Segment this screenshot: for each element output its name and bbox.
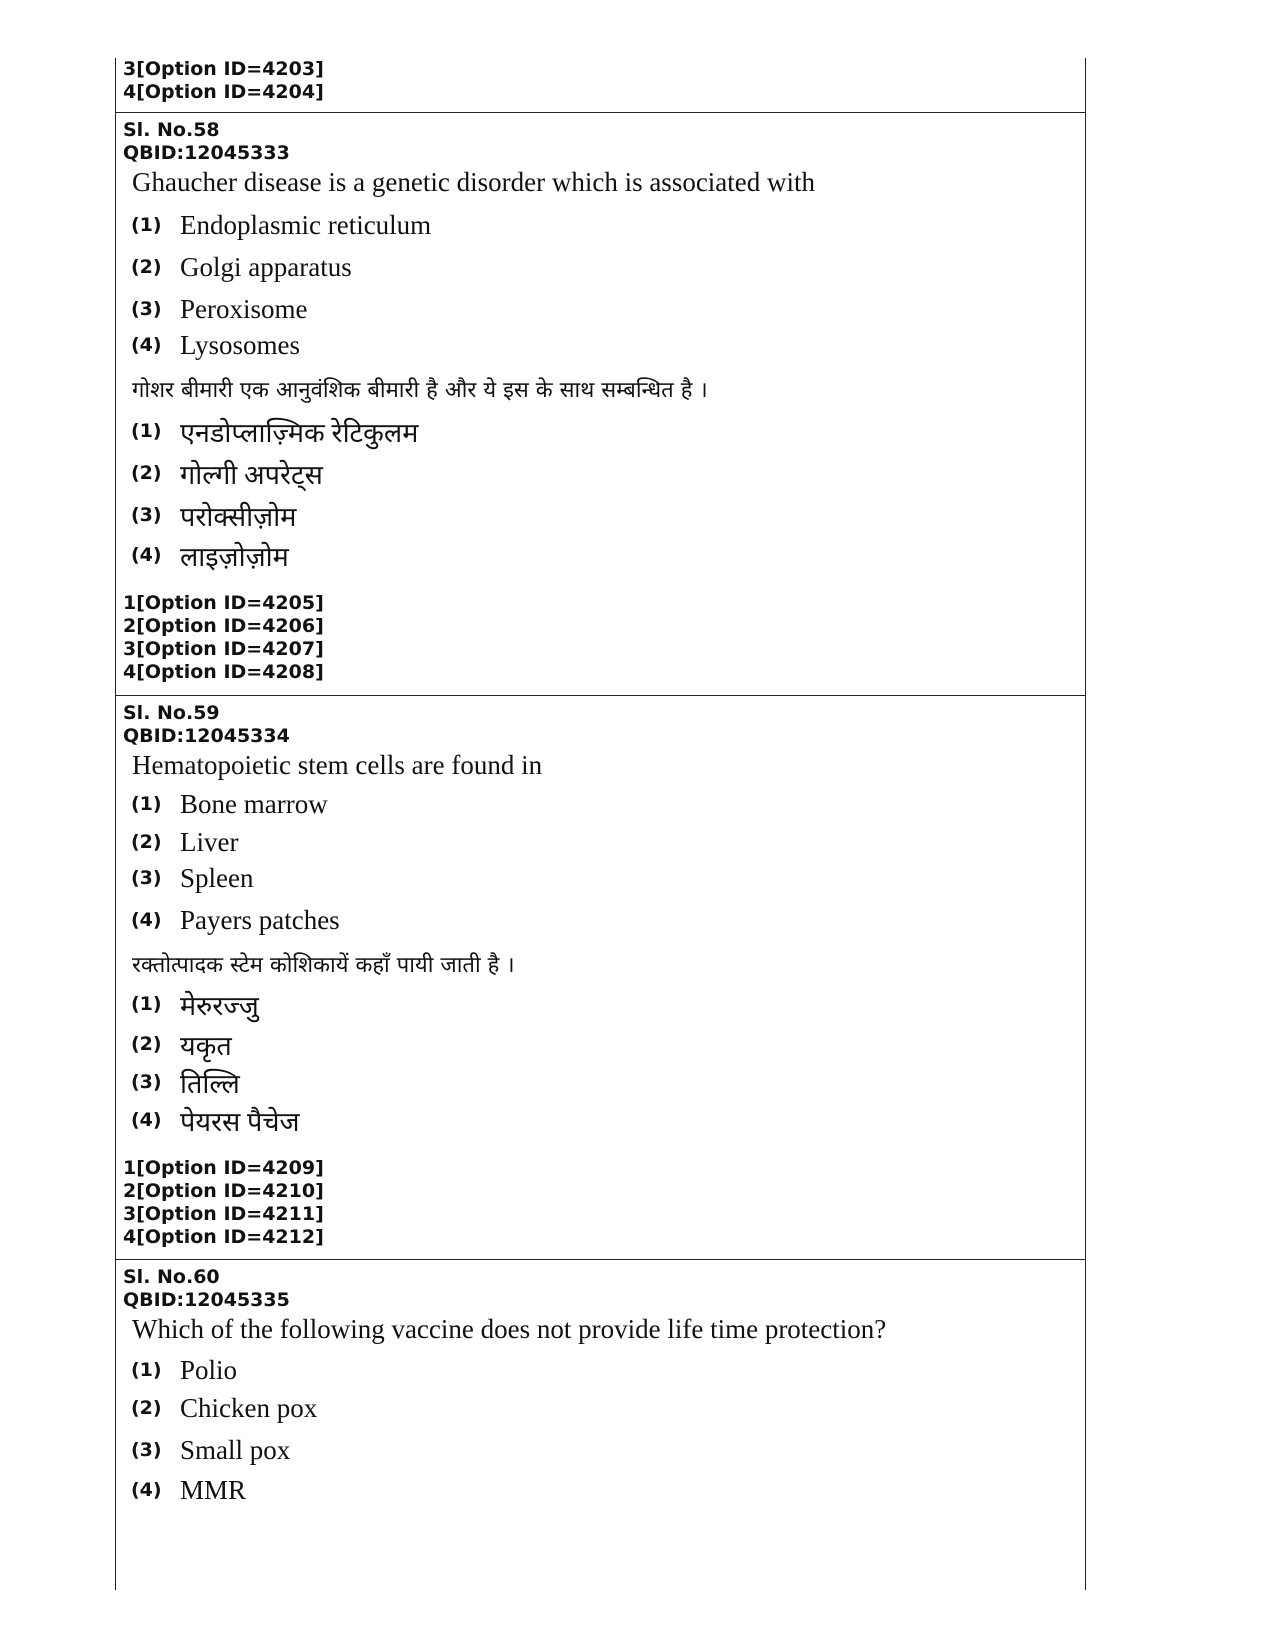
option-english (131, 825, 1085, 859)
option-number: (2) (131, 831, 162, 853)
option-text: Golgi apparatus (180, 251, 352, 282)
option-number: (3) (131, 1071, 162, 1093)
option-text: Peroxisome (180, 293, 308, 324)
question-sheet (115, 58, 1086, 1590)
question-text-english: Ghaucher disease is a genetic disorder which is associated with (132, 167, 816, 197)
option-hindi (131, 538, 1085, 572)
question-text-english: Hematopoietic stem cells are found in (132, 750, 543, 780)
option-english (131, 292, 1085, 326)
option-number: (2) (131, 1397, 162, 1419)
option-text: Liver (180, 826, 239, 857)
option-number: (4) (131, 1479, 162, 1501)
option-english (131, 787, 1085, 821)
option-number: (3) (131, 298, 162, 320)
qbid: QBID:12045335 (123, 1289, 290, 1311)
option-english (131, 861, 1085, 895)
option-text: परोक्सीज़ोम (180, 501, 297, 532)
option-hindi (131, 1065, 1085, 1099)
serial-number: Sl. No.60 (123, 1266, 220, 1288)
question-60 (116, 1259, 1085, 1590)
option-id-line: 1[Option ID=4209] (123, 1157, 324, 1179)
option-text: Endoplasmic reticulum (180, 209, 432, 240)
option-id-line: 2[Option ID=4210] (123, 1180, 324, 1202)
option-number: (3) (131, 504, 162, 526)
option-text: Bone marrow (180, 788, 328, 819)
option-text: Spleen (180, 862, 254, 893)
option-id-line: 3[Option ID=4207] (123, 638, 324, 660)
option-number: (4) (131, 909, 162, 931)
option-text: तिल्लि (180, 1068, 240, 1099)
option-id-line: 3[Option ID=4203] (123, 58, 324, 80)
option-number: (1) (131, 793, 162, 815)
option-text: Small pox (180, 1434, 291, 1465)
option-english (131, 1433, 1085, 1467)
option-english (131, 1353, 1085, 1387)
option-english (131, 328, 1085, 362)
option-english (131, 1473, 1085, 1507)
option-hindi (131, 498, 1085, 532)
option-id-list (116, 1157, 1085, 1249)
option-hindi (131, 1103, 1085, 1137)
option-english (131, 903, 1085, 937)
option-text: Polio (180, 1354, 238, 1385)
option-number: (1) (131, 420, 162, 442)
option-id-list (116, 592, 1085, 684)
option-id-line: 1[Option ID=4205] (123, 592, 324, 614)
option-text: लाइज़ोज़ोम (180, 541, 289, 572)
option-number: (3) (131, 867, 162, 889)
option-text: एनडोप्लाज़्मिक रेटिकुलम (180, 417, 419, 448)
question-text-hindi: रक्तोत्पादक स्टेम कोशिकायें कहाँ पायी जाती है । (132, 953, 515, 978)
option-number: (1) (131, 993, 162, 1015)
option-id-line: 4[Option ID=4204] (123, 81, 324, 103)
option-hindi (131, 414, 1085, 448)
option-number: (1) (131, 1359, 162, 1381)
option-hindi (131, 1027, 1085, 1061)
qbid: QBID:12045334 (123, 725, 290, 747)
qbid: QBID:12045333 (123, 142, 290, 164)
option-hindi (131, 987, 1085, 1021)
option-number: (4) (131, 1109, 162, 1131)
option-number: (4) (131, 334, 162, 356)
option-text: Payers patches (180, 904, 340, 935)
option-text: मेरुरज्जु (180, 990, 259, 1021)
option-number: (2) (131, 462, 162, 484)
option-hindi (131, 456, 1085, 490)
option-text: गोल्गी अपरेट्स (180, 459, 323, 490)
option-number: (2) (131, 256, 162, 278)
option-number: (4) (131, 544, 162, 566)
option-id-line: 4[Option ID=4208] (123, 661, 324, 683)
question-58 (116, 112, 1085, 695)
option-text: यकृत (180, 1030, 232, 1061)
option-english (131, 1391, 1085, 1425)
option-text: Chicken pox (180, 1392, 318, 1423)
question-text-hindi: गोशर बीमारी एक आनुवंशिक बीमारी है और ये इस के साथ सम्बन्धित है । (132, 378, 708, 403)
option-english (131, 250, 1085, 284)
question-59 (116, 695, 1085, 1259)
option-text: Lysosomes (180, 329, 301, 360)
option-id-line: 2[Option ID=4206] (123, 615, 324, 637)
option-number: (3) (131, 1439, 162, 1461)
option-number: (1) (131, 214, 162, 236)
option-text: MMR (180, 1474, 247, 1505)
option-number: (2) (131, 1033, 162, 1055)
serial-number: Sl. No.58 (123, 119, 220, 141)
option-english (131, 208, 1085, 242)
option-text: पेयरस पैचेज (180, 1106, 300, 1137)
previous-question-tail (116, 58, 1085, 112)
option-id-line: 3[Option ID=4211] (123, 1203, 324, 1225)
option-id-line: 4[Option ID=4212] (123, 1226, 324, 1248)
serial-number: Sl. No.59 (123, 702, 220, 724)
question-text-english: Which of the following vaccine does not provide life time protection? (132, 1314, 887, 1344)
